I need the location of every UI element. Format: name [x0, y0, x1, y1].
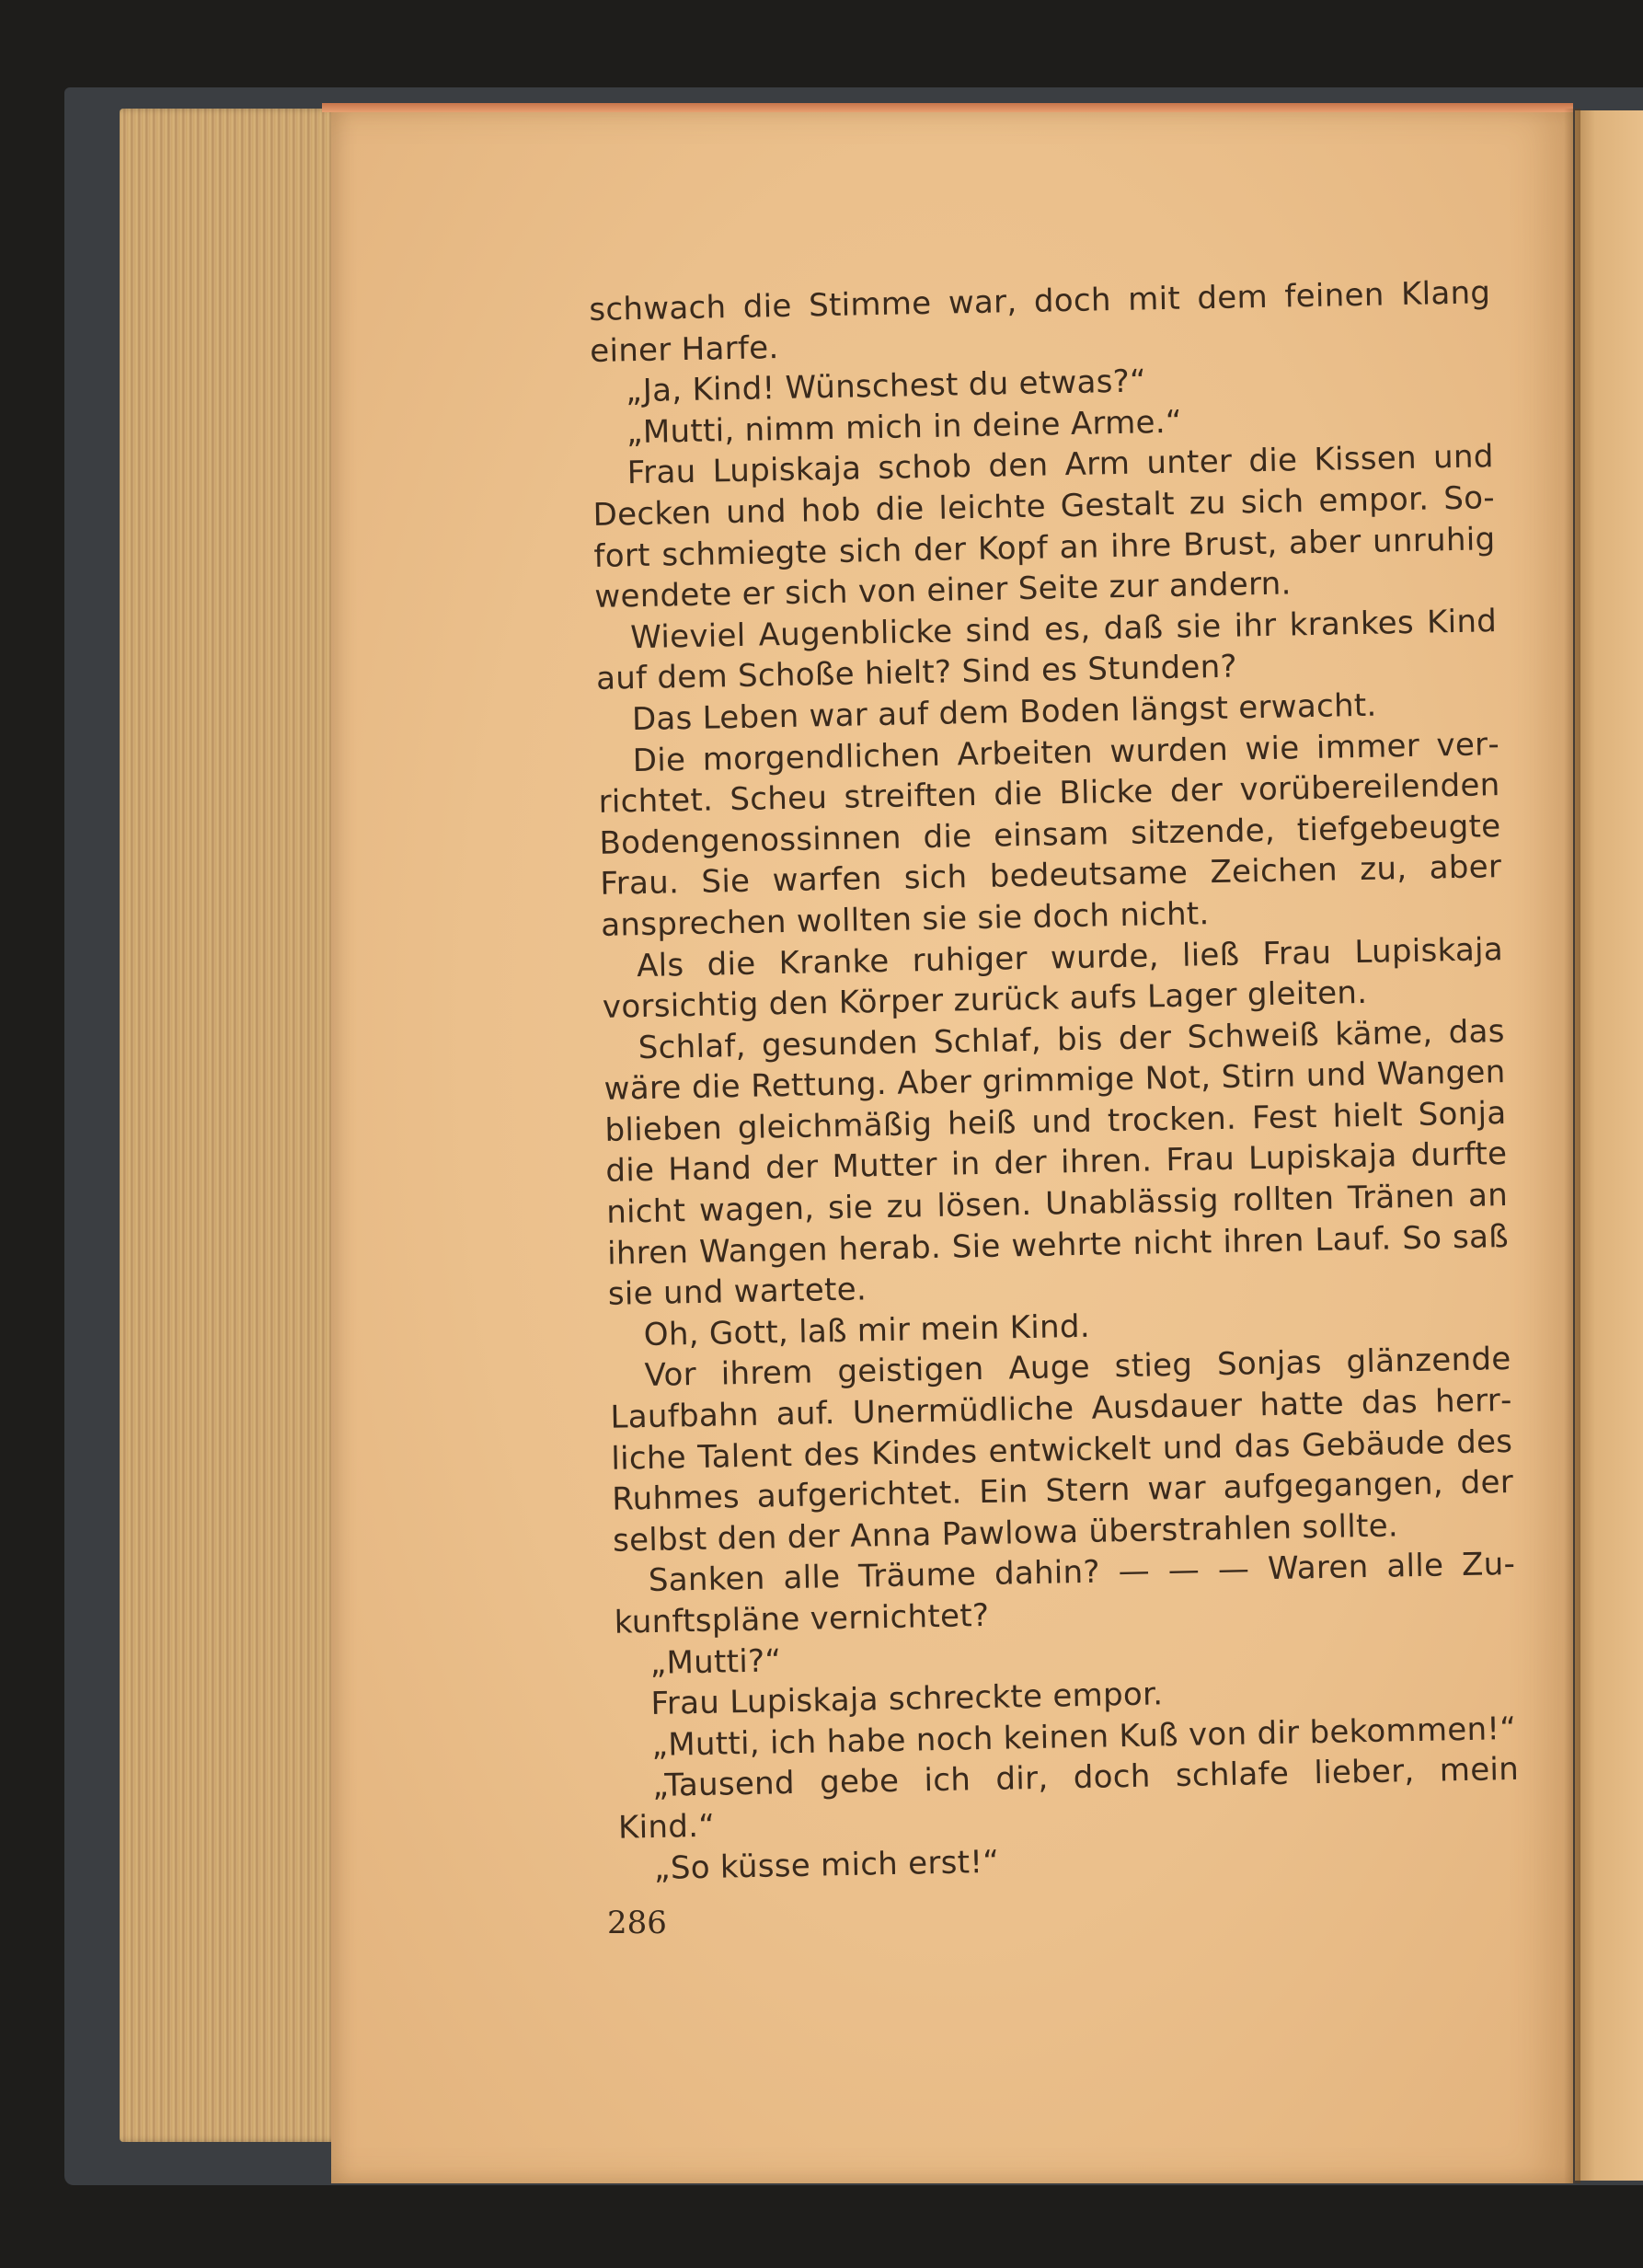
paragraph: Frau Lupiskaja schreckte empor.	[650, 1675, 1164, 1723]
paragraph: Die morgendlichen Arbeiten wurden wie immer verrichtet. Scheu streiften die Blicke der vorübereilenden Bodengenossinnen die einsam sitzende, tiefgebeugte Frau. Sie warfen sich bedeutsame Zeichen zu, aber ansprechen wollten sie sie doch nicht.	[598, 725, 1502, 944]
page-number: 286	[607, 1905, 667, 1941]
paragraph: Wieviel Augenblicke sind es, daß sie ihr krankes Kind auf dem Schoße hielt? Sind es Stunden?	[595, 602, 1498, 698]
paragraph: „Mutti?“	[649, 1641, 782, 1682]
page-top-edge	[322, 103, 1573, 112]
paragraph: „Mutti, ich habe noch keinen Kuß von dir bekommen!“	[650, 1710, 1517, 1764]
paragraph: „Tausend gebe ich dir, doch schlafe lieber, mein Kind.“	[617, 1751, 1520, 1847]
paragraph: „So küsse mich erst!“	[653, 1843, 1000, 1887]
paragraph: „Ja, Kind! Wünschest du etwas?“	[625, 363, 1147, 410]
paragraph: Frau Lupiskaja schob den Arm unter die Kissen und Decken und hob die leichte Gestalt zu sich empor. Sofort schmiegte sich der Kopf an ihre Brust, aber unruhig wendete er sich von einer Seite zur andern.	[592, 438, 1496, 616]
paragraph: Als die Kranke ruhiger wurde, ließ Frau Lupiskaja vorsichtig den Körper zurück aufs Lager gleiten.	[602, 930, 1504, 1026]
paragraph: Schlaf, gesunden Schlaf, bis der Schweiß käme, das wäre die Rettung. Aber grimmige Not, Stirn und Wangen blieben gleichmäßig heiß und trocken. Fest hielt Sonja die Hand der Mutter in der ihren. Frau Lupiskaja durfte nicht wagen, sie zu lösen. Unablässig rollten Tränen an ihren Wangen herab. Sie wehrte nicht ihren Lauf. So saß sie und wartete.	[603, 1012, 1510, 1314]
paragraph: Sanken alle Träume dahin? — — — Waren alle Zukunftspläne vernichtet?	[614, 1546, 1516, 1641]
paragraph: Vor ihrem geistigen Auge stieg Sonjas glänzende Laufbahn auf. Unermüdliche Ausdauer hatte das herrliche Talent des Kindes entwickelt und das Gebäude des Ruhmes aufgerichtet. Ein Stern war aufgegangen, der selbst den der Anna Pawlowa überstrahlen sollte.	[610, 1341, 1514, 1560]
page-text	[589, 272, 1521, 1890]
paragraph: Das Leben war auf dem Boden längst erwacht.	[631, 686, 1377, 739]
page-stack-edges	[120, 109, 350, 2142]
paragraph: „Mutti, nimm mich in deine Arme.“	[626, 403, 1183, 452]
paragraph: schwach die Stimme war, doch mit dem feinen Klang einer Harfe.	[589, 274, 1491, 370]
facing-page-edge	[1575, 110, 1643, 2181]
spine-gutter	[1564, 109, 1580, 2183]
paragraph: Oh, Gott, laß mir mein Kind.	[643, 1307, 1091, 1353]
